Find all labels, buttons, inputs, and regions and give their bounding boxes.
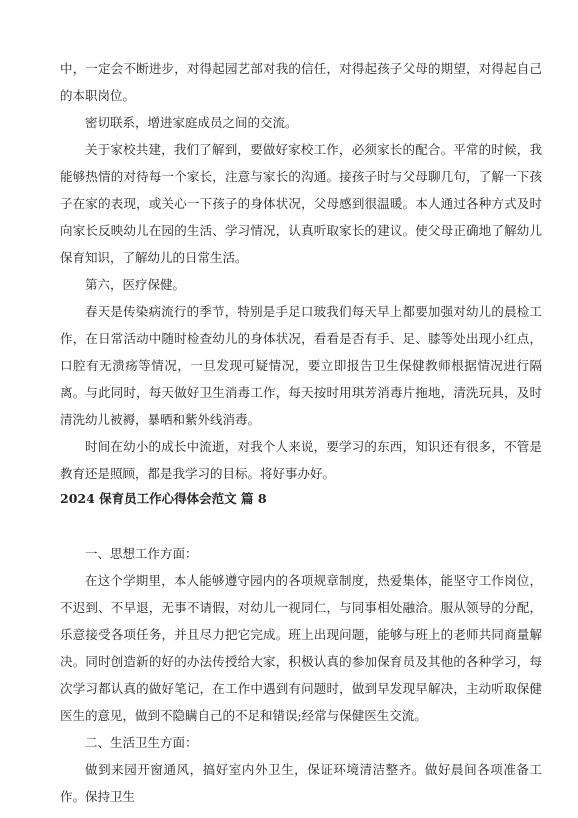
section-heading: 一、思想工作方面： <box>85 546 198 561</box>
paragraph: 做到来园开窗通风，搞好室内外卫生，保证环境清洁整齐。做好晨间各项准备工作。保持卫生 <box>60 762 542 804</box>
paragraph: 关于家校共建，我们了解到，要做好家校工作，必须家长的配合。平常的时候，我能够热情的对待每一个家长，注意与家长的沟通。接孩子时与父母聊几句，了解一下孩子在家的表现，或关心一下孩子的身体状况，父母感到很温暖。本人通过各种方式及时向家长反映幼儿在园的生活、学习情况，认真听取家长的建议。使父母正确地了解幼儿保育知识，了解幼儿的日常生活。 <box>60 142 542 265</box>
paragraph: 时间在幼小的成长中流逝，对我个人来说，要学习的东西，知识还有很多，不管是教育还是照顾，都是我学习的目标。将好事办好。 <box>60 439 542 481</box>
top-section <box>0 55 578 487</box>
paragraph: 中，一定会不断进步，对得起园艺部对我的信任，对得起孩子父母的期望，对得起自己的本职岗位。 <box>60 61 542 103</box>
paragraph: 在这个学期里，本人能够遵守园内的各项规章制度，热爱集体，能坚守工作岗位，不迟到、不早退，无事不请假，对幼儿一视同仁，与同事相处融洽。服从领导的分配，乐意接受各项任务，并且尽力把它完成。班上出现问题，能够与班上的老师共同商量解决。同时创造新的好的办法传授给大家，积极认真的参加保育员及其他的各种学习，每次学习都认真的做好笔记，在工作中遇到有问题时，做到早发现早解决，主动听取保健医生的意见，做到不隐瞒自己的不足和错误;经常与保健医生交流。 <box>60 573 542 723</box>
paragraph: 春天是传染病流行的季节，特别是手足口玻我们每天早上都要加强对幼儿的晨检工作，在日常活动中随时检查幼儿的身体状况，看看是否有手、足、膝等处出现小红点，口腔有无溃疡等情况，一旦发现可疑情况，要立即报告卫生保健教师根据情况进行隔离。与此同时，每天做好卫生消毒工作，每天按时用琪芳消毒片拖地，清洗玩具，及时清洗幼儿被褥，暴晒和紫外线消毒。 <box>60 304 542 427</box>
section-heading: 第六，医疗保健。 <box>85 277 186 292</box>
document-title: 2024 保育员工作心得体会范文 篇 8 <box>60 491 267 506</box>
title-section <box>0 485 578 512</box>
bottom-section <box>0 540 578 810</box>
section-heading: 二、生活卫生方面： <box>85 735 198 750</box>
paragraph: 密切联系，增进家庭成员之间的交流。 <box>85 115 298 130</box>
